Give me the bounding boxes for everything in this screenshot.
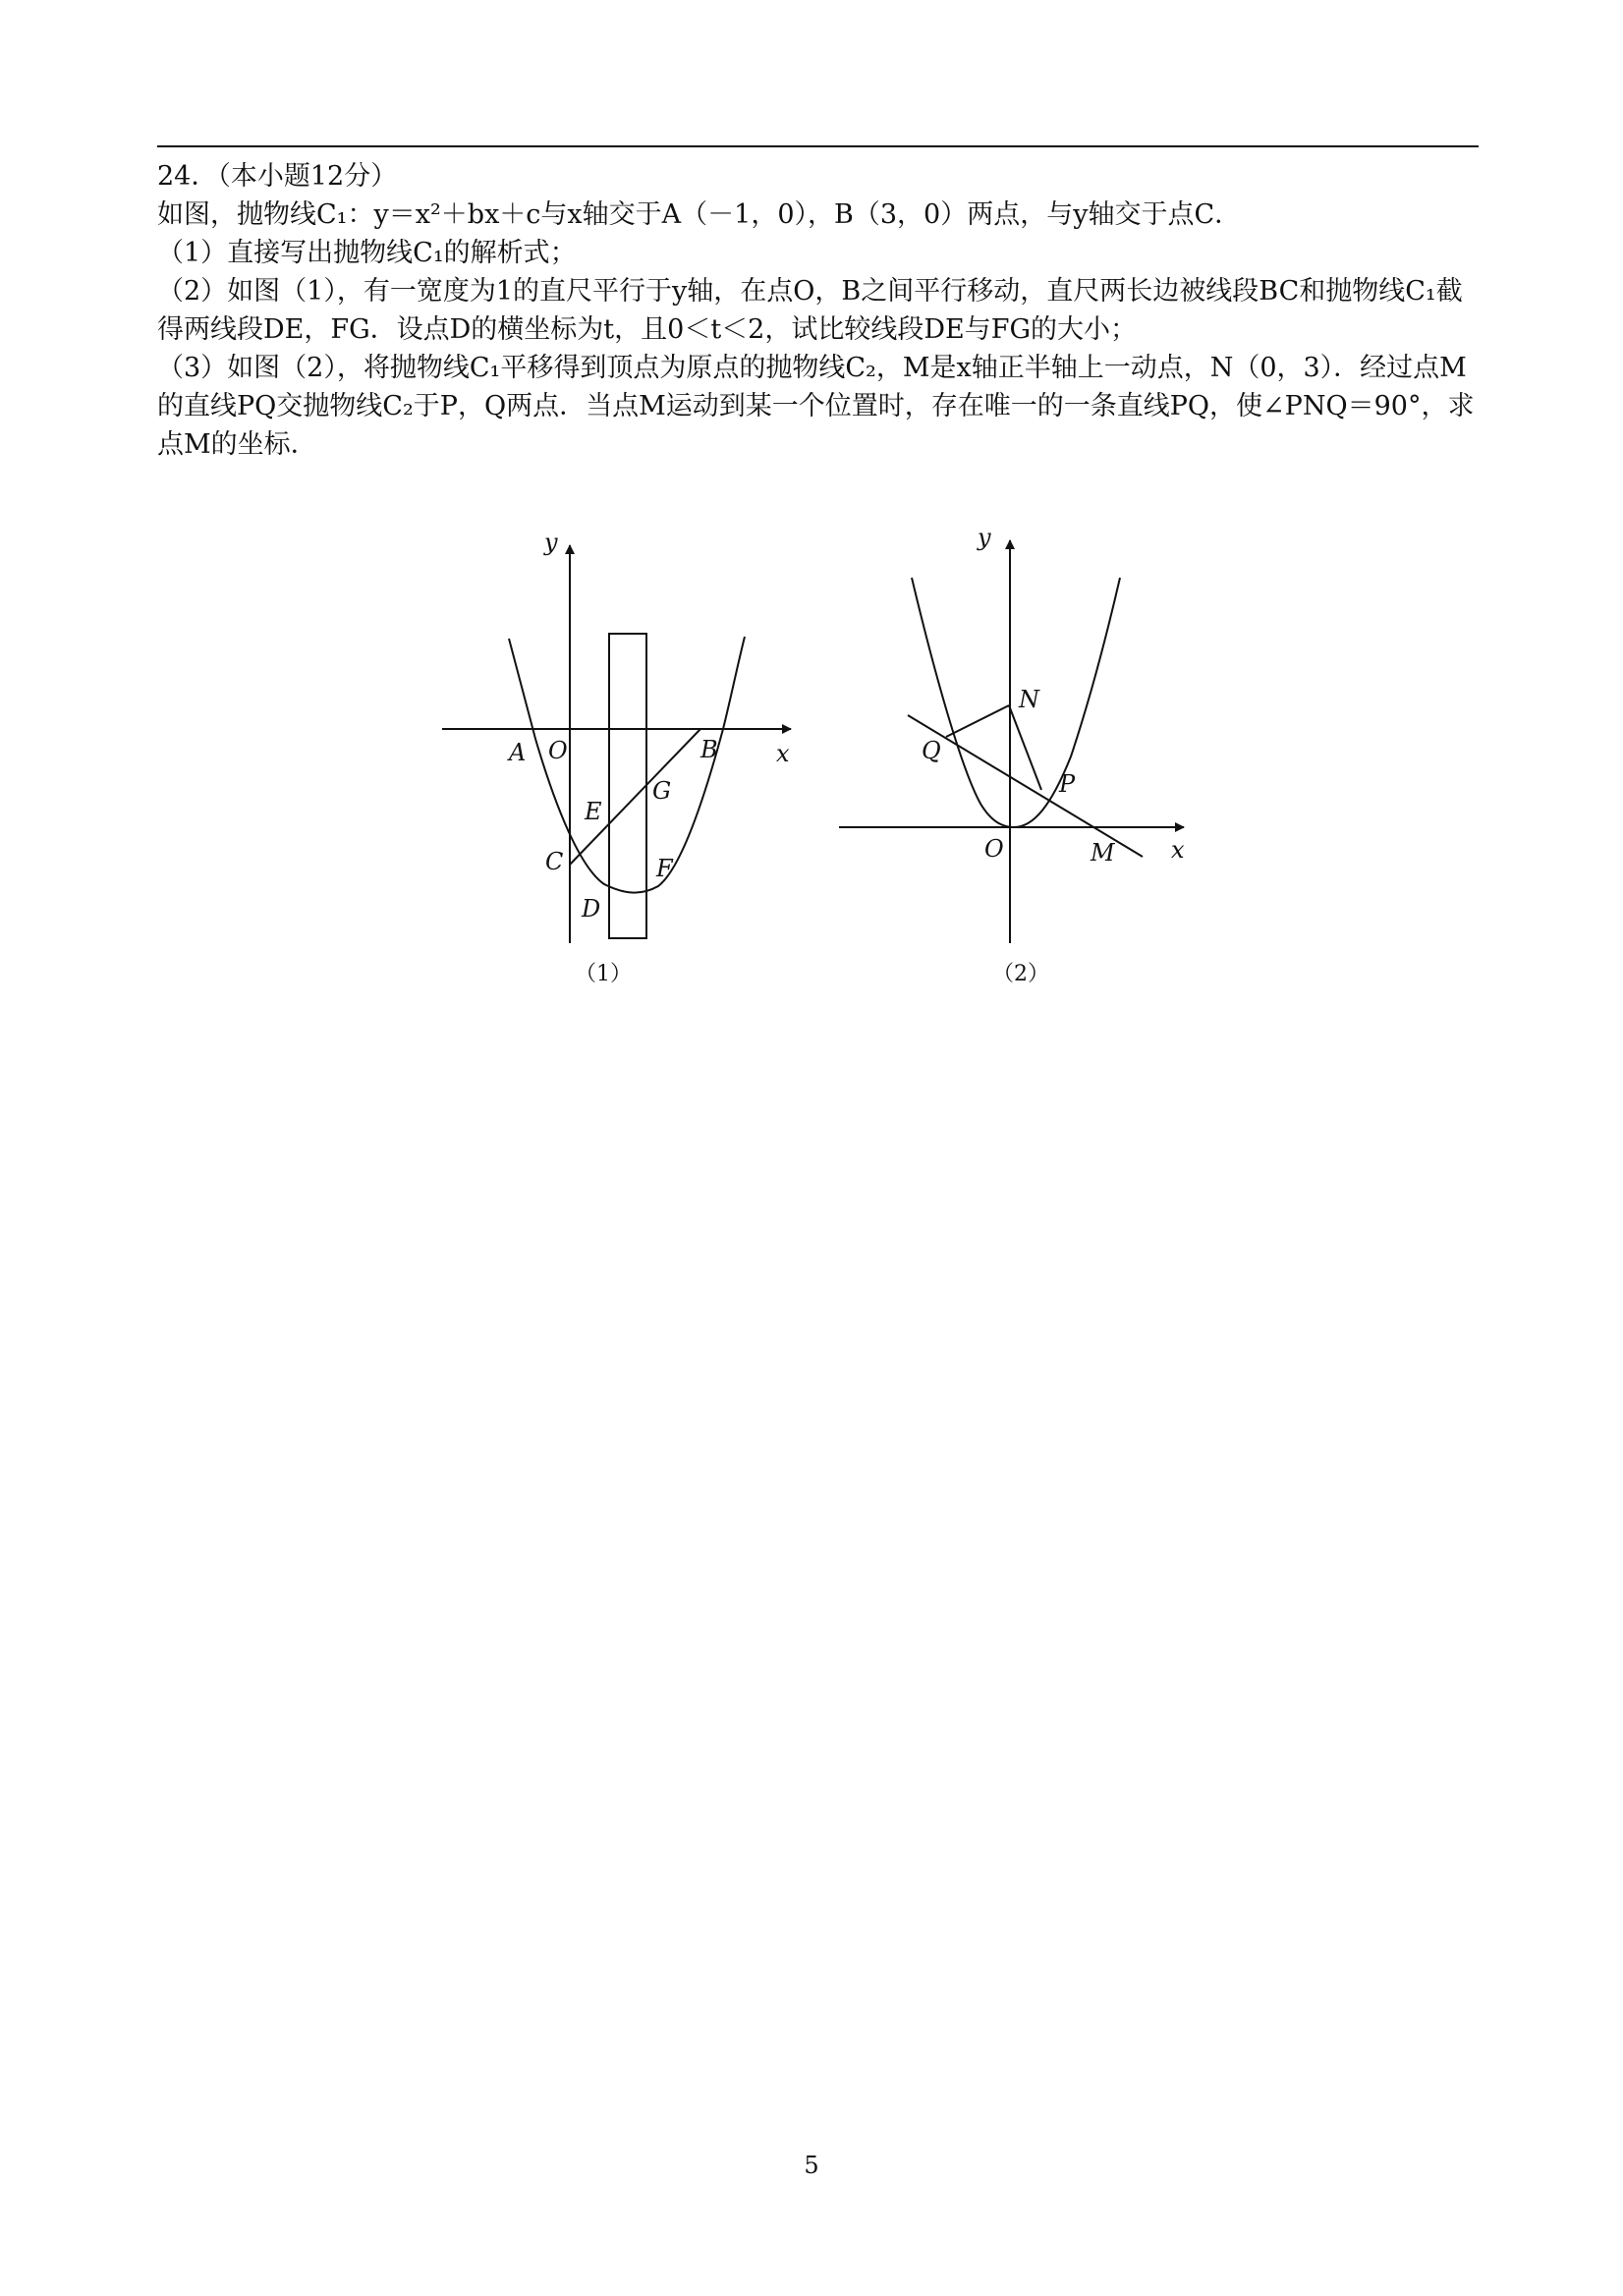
figures [422,521,1208,1002]
segment-bc [570,729,700,865]
segment-np [1009,705,1041,790]
fig2-label-m: M [1091,839,1115,867]
question-3: （3）如图（2），将抛物线C₁平移得到顶点为原点的抛物线C₂，M是x轴正半轴上一动点，N（0，3）．经过点M的直线PQ交抛物线C₂于P，Q两点．当点M运动到某一个位置时，存在唯一的一条直线PQ，使∠PNQ＝90°，求点M的坐标． [157,353,1475,460]
parabola-c2 [912,578,1120,827]
question-1: （1）直接写出抛物线C₁的解析式； [157,238,577,268]
fig2-label-p: P [1059,770,1076,798]
fig2-label-o: O [984,835,1004,863]
problem-intro: 如图，抛物线C₁：y＝x²＋bx＋c与x轴交于A（－1，0），B（3，0）两点，与y轴交于点C． [157,199,1242,230]
fig2-label-q: Q [922,737,941,764]
fig1-label-x: x [776,740,790,767]
top-rule [157,145,1479,147]
fig2-caption: （2） [992,962,1049,986]
fig1-label-a: A [509,739,527,766]
fig1-label-y: y [544,529,558,556]
figure-1 [442,545,791,943]
fig1-label-f: F [656,855,673,882]
fig2-label-n: N [1019,686,1039,713]
problem-24 [157,157,1479,464]
line-pq [908,715,1143,857]
problem-heading: 24．（本小题12分） [157,161,398,192]
figure-1-labels [507,529,790,986]
fig1-label-g: G [652,777,672,805]
question-2: （2）如图（1），有一宽度为1的直尺平行于y轴，在点O，B之间平行移动，直尺两长边被线段BC和抛物线C₁截得两线段DE，FG．设点D的横坐标为t，且0＜t＜2，试比较线段DE与FG的大小； [157,276,1463,345]
fig2-label-y: y [978,524,991,551]
figure-2 [839,540,1184,943]
fig1-label-e: E [585,798,602,825]
fig1-label-d: D [582,895,601,923]
page-number: 5 [804,2152,819,2179]
segment-nq [946,705,1009,737]
fig2-label-x: x [1171,836,1185,864]
parabola-c1 [509,637,745,893]
fig1-label-c: C [545,848,564,875]
fig1-label-o: O [548,737,568,764]
fig1-caption: （1） [575,962,632,986]
fig1-label-b: B [700,736,718,763]
